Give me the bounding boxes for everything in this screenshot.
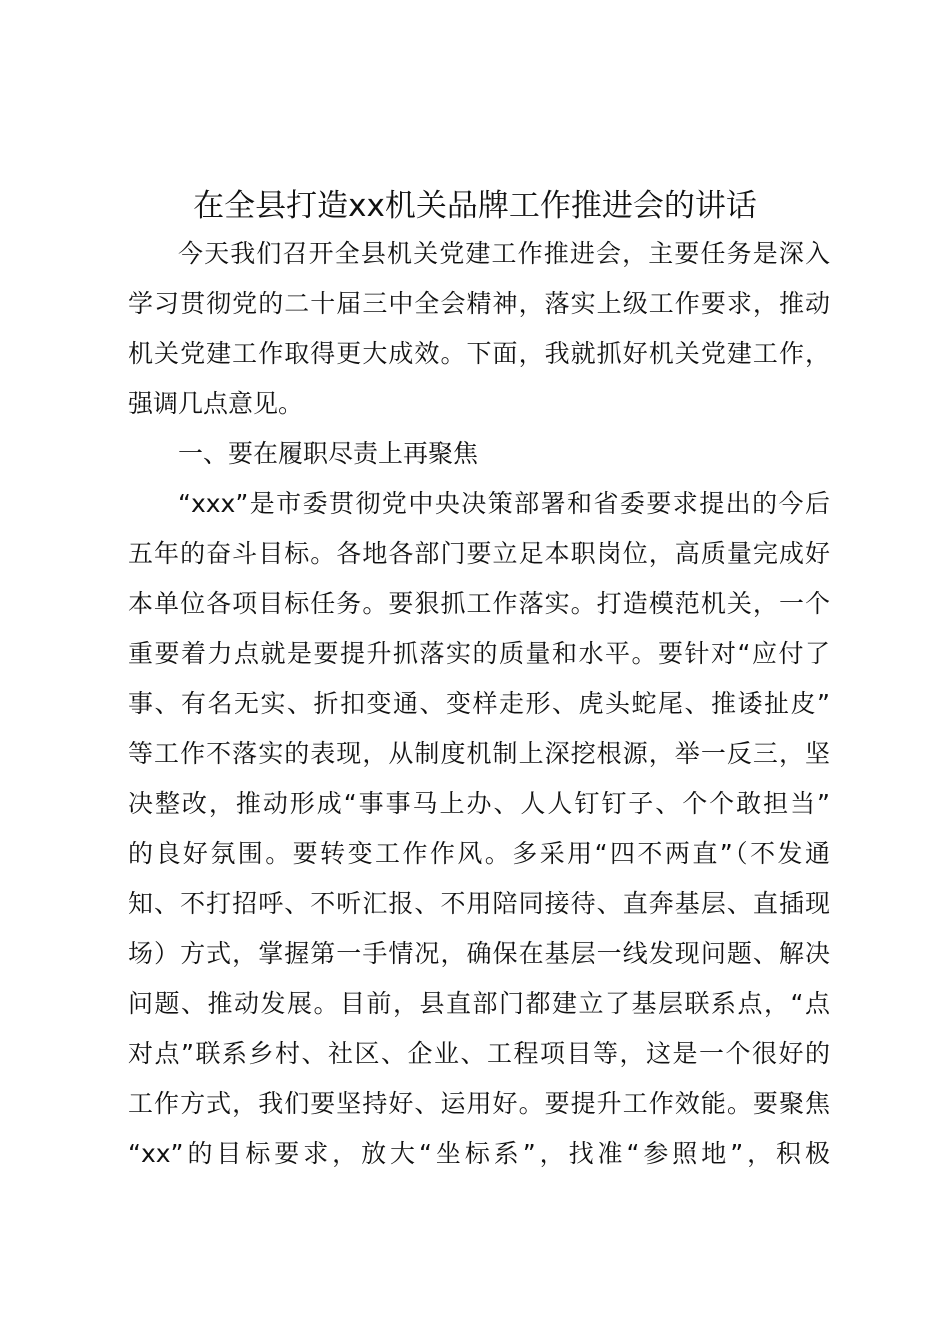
paragraph-line: 决整改，推动形成“事事马上办、人人钉钉子、个个敢担当” [128, 789, 830, 818]
paragraph-line: 问题、推动发展。目前，县直部门都建立了基层联系点，“点 [128, 989, 830, 1018]
paragraph-line: 事、有名无实、折扣变通、变样走形、虎头蛇尾、推诿扯皮” [128, 689, 830, 718]
paragraph-line: 学习贯彻党的二十届三中全会精神，落实上级工作要求，推动 [128, 289, 830, 318]
section-heading: 一、要在履职尽责上再聚焦 [178, 439, 479, 468]
paragraph-line: 机关党建工作取得更大成效。下面，我就抓好机关党建工作， [128, 339, 830, 368]
paragraph-line: 的良好氛围。要转变工作作风。多采用“四不两直”（不发通 [128, 839, 830, 868]
paragraph-line: 今天我们召开全县机关党建工作推进会，主要任务是深入 [178, 239, 830, 268]
paragraph-line: 本单位各项目标任务。要狠抓工作落实。打造模范机关，一个 [128, 589, 830, 618]
paragraph-line: 对点”联系乡村、社区、企业、工程项目等，这是一个很好的 [128, 1039, 830, 1068]
paragraph-line: 工作方式，我们要坚持好、运用好。要提升工作效能。要聚焦 [128, 1089, 830, 1118]
paragraph-line: 强调几点意见。 [128, 389, 304, 418]
paragraph-line: “xx”的目标要求，放大“坐标系”，找准“参照地”，积极 [128, 1139, 830, 1168]
document-title: 在全县打造xx机关品牌工作推进会的讲话 [193, 188, 757, 224]
paragraph-line: 重要着力点就是要提升抓落实的质量和水平。要针对“应付了 [128, 639, 830, 668]
paragraph-line: “xxx”是市委贯彻党中央决策部署和省委要求提出的今后 [178, 489, 830, 518]
paragraph-line: 等工作不落实的表现，从制度机制上深挖根源，举一反三，坚 [128, 739, 830, 768]
paragraph-line: 知、不打招呼、不听汇报、不用陪同接待、直奔基层、直插现 [128, 889, 830, 918]
paragraph-line: 五年的奋斗目标。各地各部门要立足本职岗位，高质量完成好 [128, 539, 830, 568]
paragraph-line: 场）方式，掌握第一手情况，确保在基层一线发现问题、解决 [128, 939, 830, 968]
